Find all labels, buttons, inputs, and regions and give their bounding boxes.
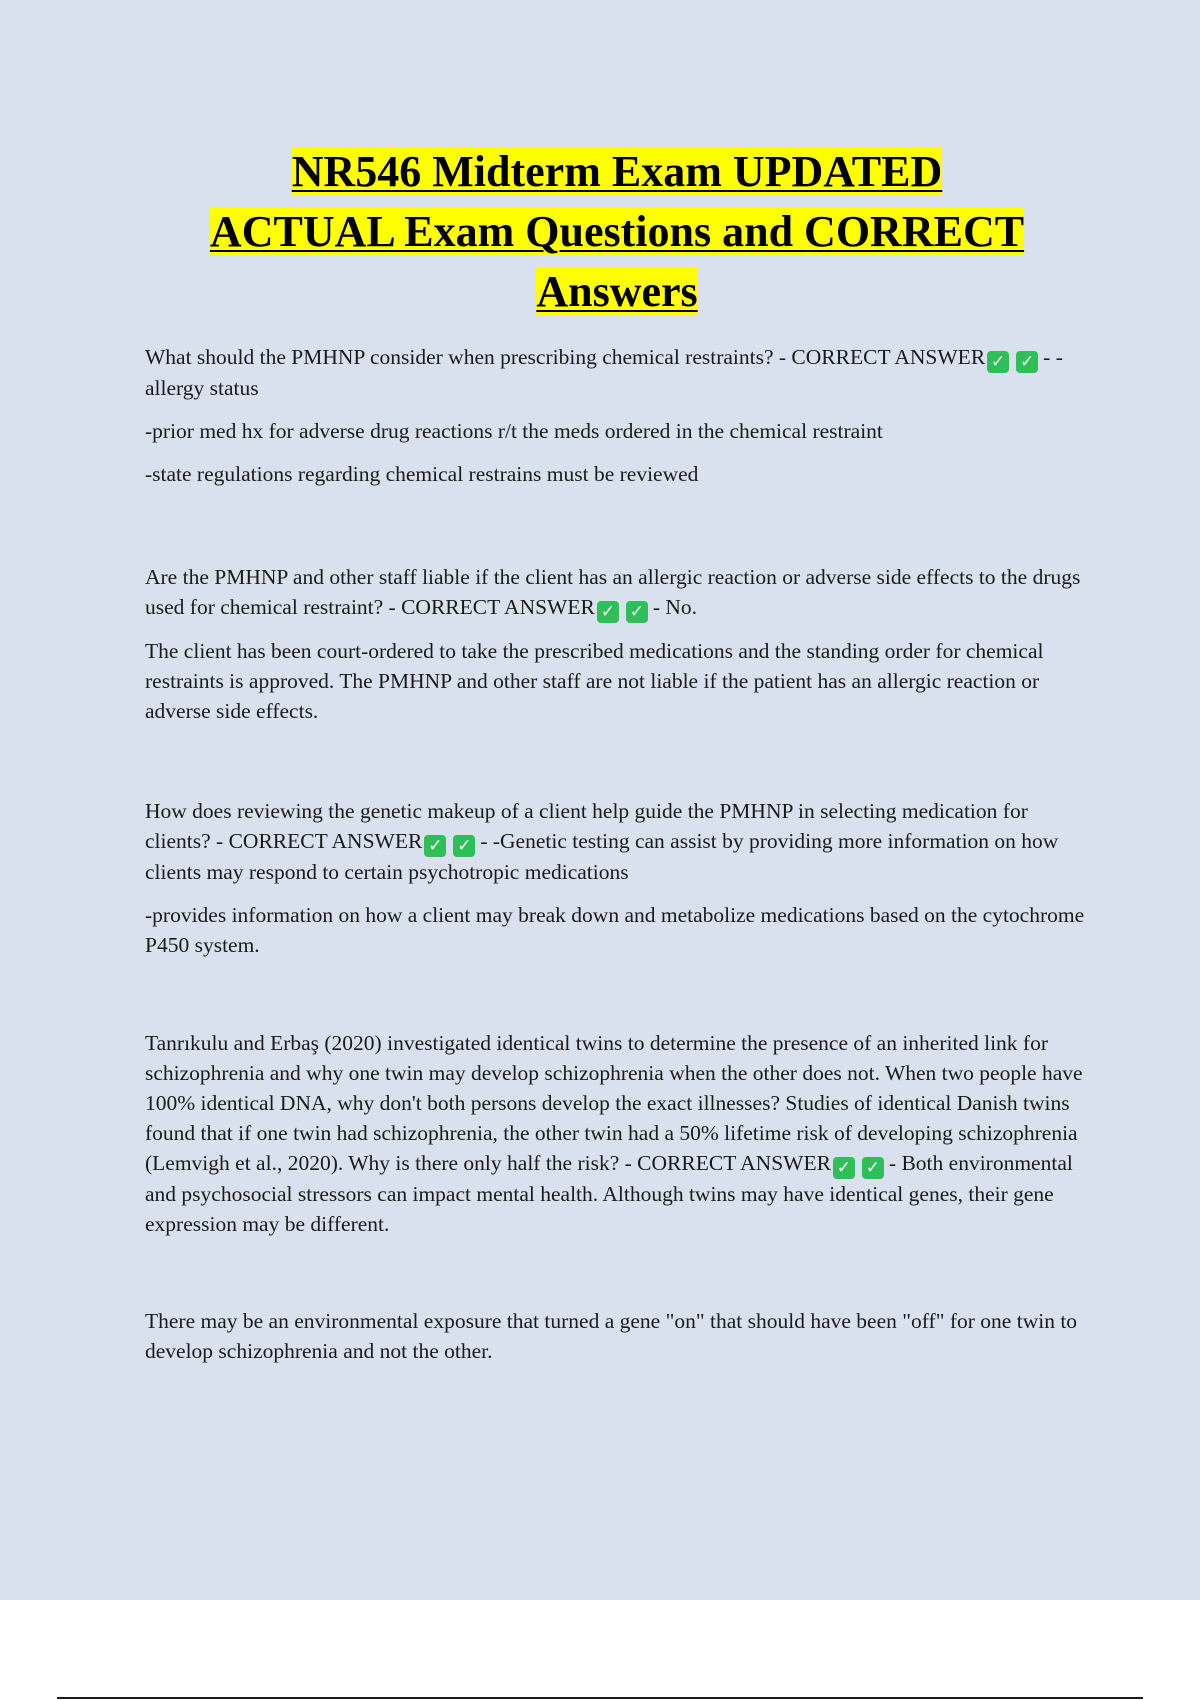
check-icon: ✓ xyxy=(626,601,648,623)
qa-question-answer xyxy=(145,562,1095,623)
answer-marker: - xyxy=(888,1151,897,1175)
check-icon: ✓ xyxy=(1016,351,1038,373)
question-text: Tanrıkulu and Erbaş (2020) investigated identical twins to determine the presence of an inherited link for schizophrenia and why one twin may develop schizophrenia when the other does not. When two people have 100% identical DNA, why don't both persons develop the exact illnesses? Studies of identical Danish twins found that if one twin had schizophrenia, the other twin had a 50% lifetime risk of developing schizophrenia (Lemvigh et al., 2020). Why is there only half the risk? - CORRECT ANSWER xyxy=(145,1031,1088,1175)
qa-question-answer xyxy=(145,796,1095,887)
check-icon: ✓ xyxy=(833,1157,855,1179)
qa-item xyxy=(145,562,1095,726)
qa-item xyxy=(145,342,1095,489)
answer-detail: -state regulations regarding chemical restrains must be reviewed xyxy=(145,462,699,486)
check-icon: ✓ xyxy=(987,351,1009,373)
answer-text: -allergy status xyxy=(145,345,1063,400)
answer-text: Both environmental and psychosocial stressors can impact mental health. Although twins may have identical genes, their gene expression may be different. xyxy=(145,1151,1079,1236)
check-icon: ✓ xyxy=(597,601,619,623)
check-icon: ✓ xyxy=(424,835,446,857)
answer-marker: - xyxy=(652,595,660,619)
qa-item xyxy=(145,796,1095,960)
document-title xyxy=(120,142,1114,322)
check-icon: ✓ xyxy=(862,1157,884,1179)
answer-detail: The client has been court-ordered to take the prescribed medications and the standing order for chemical restraints is approved. The PMHNP and other staff are not liable if the patient has an allergic reaction or adverse side effects. xyxy=(145,639,1049,723)
answer-text: No. xyxy=(660,595,698,619)
answer-detail: -prior med hx for adverse drug reactions r/t the meds ordered in the chemical restraint xyxy=(145,419,883,443)
title-line: NR546 Midterm Exam UPDATED xyxy=(291,147,943,196)
qa-question-answer xyxy=(145,1028,1095,1239)
closing-block xyxy=(145,1306,1095,1366)
answer-detail: -provides information on how a client may break down and metabolize medications based on the cytochrome P450 system. xyxy=(145,903,1090,957)
question-text: How does reviewing the genetic makeup of a client help guide the PMHNP in selecting medication for clients? - CORRECT ANSWER xyxy=(145,799,1034,853)
title-line: ACTUAL Exam Questions and CORRECT xyxy=(209,207,1025,256)
answer-marker: - xyxy=(1043,345,1051,369)
qa-question-answer xyxy=(145,342,1095,403)
question-text: Are the PMHNP and other staff liable if the client has an allergic reaction or adverse side effects to the drugs used for chemical restraint? - CORRECT ANSWER xyxy=(145,565,1086,619)
check-icon: ✓ xyxy=(453,835,475,857)
title-line: Answers xyxy=(536,267,698,316)
qa-item xyxy=(145,1028,1095,1239)
closing-paragraph: There may be an environmental exposure that turned a gene "on" that should have been "off" for one twin to develop schizophrenia and not the other. xyxy=(145,1309,1083,1363)
bottom-divider xyxy=(57,1697,1143,1699)
question-text: What should the PMHNP consider when prescribing chemical restraints? - CORRECT ANSWER xyxy=(145,345,986,369)
answer-marker: - xyxy=(480,829,488,853)
answer-text: -Genetic testing can assist by providing more information on how clients may respond to certain psychotropic medications xyxy=(145,829,1064,884)
